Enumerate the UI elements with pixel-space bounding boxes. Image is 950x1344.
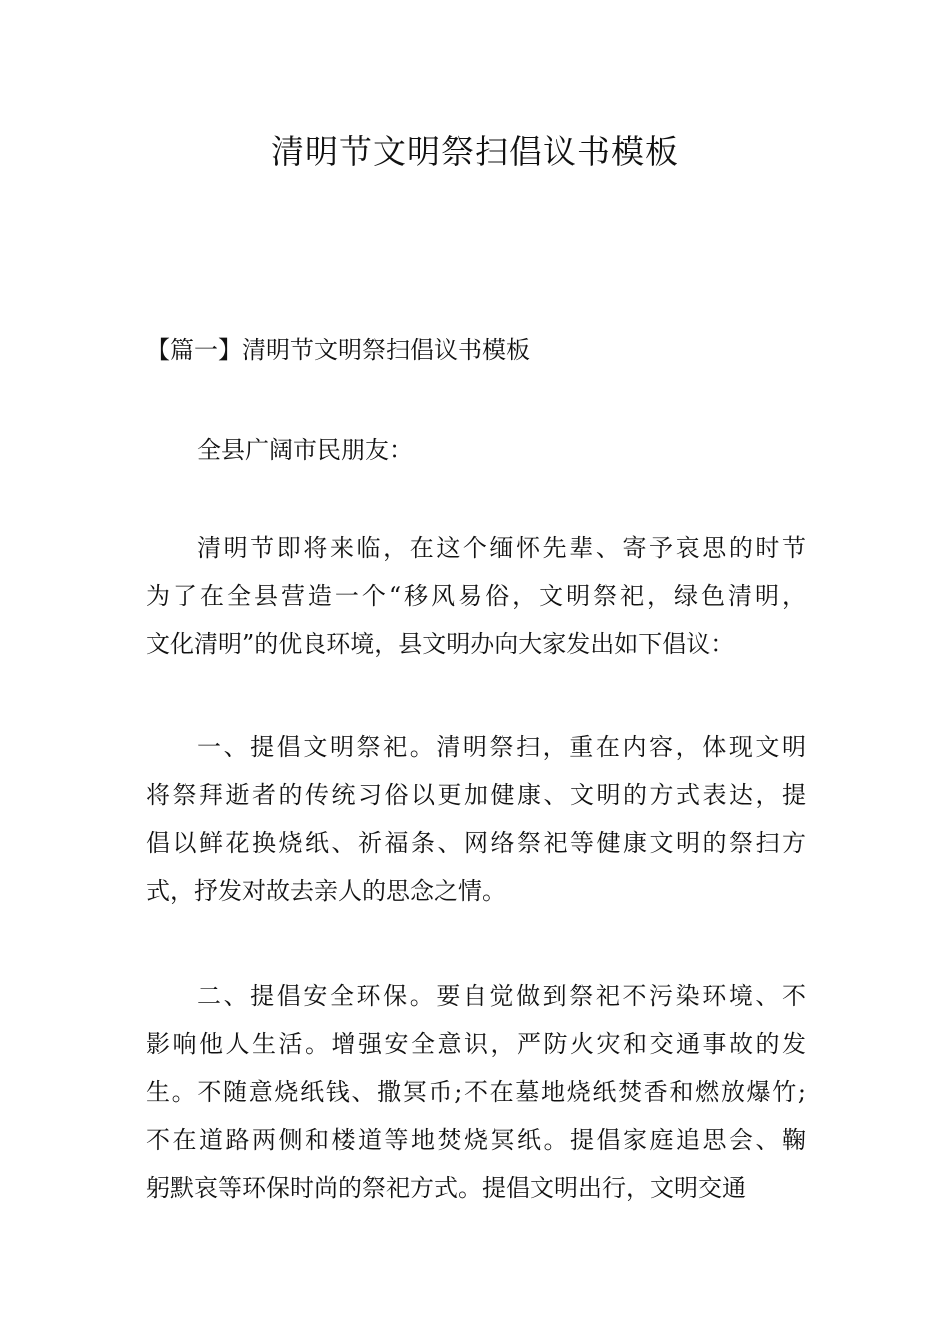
paragraph-line: 式，抒发对故去亲人的思念之情。 [146, 877, 506, 905]
paragraph-line: 倡以鲜花换烧纸、祈福条、网络祭祀等健康文明的祭扫方 [146, 829, 806, 857]
paragraph-proposal-2 [146, 978, 806, 1218]
section-heading: 【篇一】清明节文明祭扫倡议书模板 [146, 336, 530, 364]
paragraph-line: 二、提倡安全环保。要自觉做到祭祀不污染环境、不 [197, 982, 806, 1010]
paragraph-line: 文化清明”的优良环境，县文明办向大家发出如下倡议： [146, 630, 735, 658]
paragraph-line: 生。不随意烧纸钱、撒冥币;不在墓地烧纸焚香和燃放爆竹; [146, 1078, 806, 1106]
paragraph-proposal-1 [146, 729, 806, 921]
greeting: 全县广阔市民朋友： [197, 436, 413, 464]
paragraph-line: 一、提倡文明祭祀。清明祭扫，重在内容，体现文明 [197, 733, 806, 761]
paragraph-line: 为了在全县营造一个“移风易俗，文明祭祀，绿色清明， [146, 582, 806, 610]
paragraph-intro [146, 530, 806, 674]
document-title: 清明节文明祭扫倡议书模板 [271, 132, 679, 171]
paragraph-line: 躬默哀等环保时尚的祭祀方式。提倡文明出行，文明交通 [146, 1174, 746, 1202]
paragraph-line: 不在道路两侧和楼道等地焚烧冥纸。提倡家庭追思会、鞠 [146, 1126, 806, 1154]
paragraph-line: 将祭拜逝者的传统习俗以更加健康、文明的方式表达，提 [146, 781, 806, 809]
paragraph-line: 清明节即将来临，在这个缅怀先辈、寄予哀思的时节 [197, 534, 806, 562]
paragraph-line: 影响他人生活。增强安全意识，严防火灾和交通事故的发 [146, 1030, 806, 1058]
